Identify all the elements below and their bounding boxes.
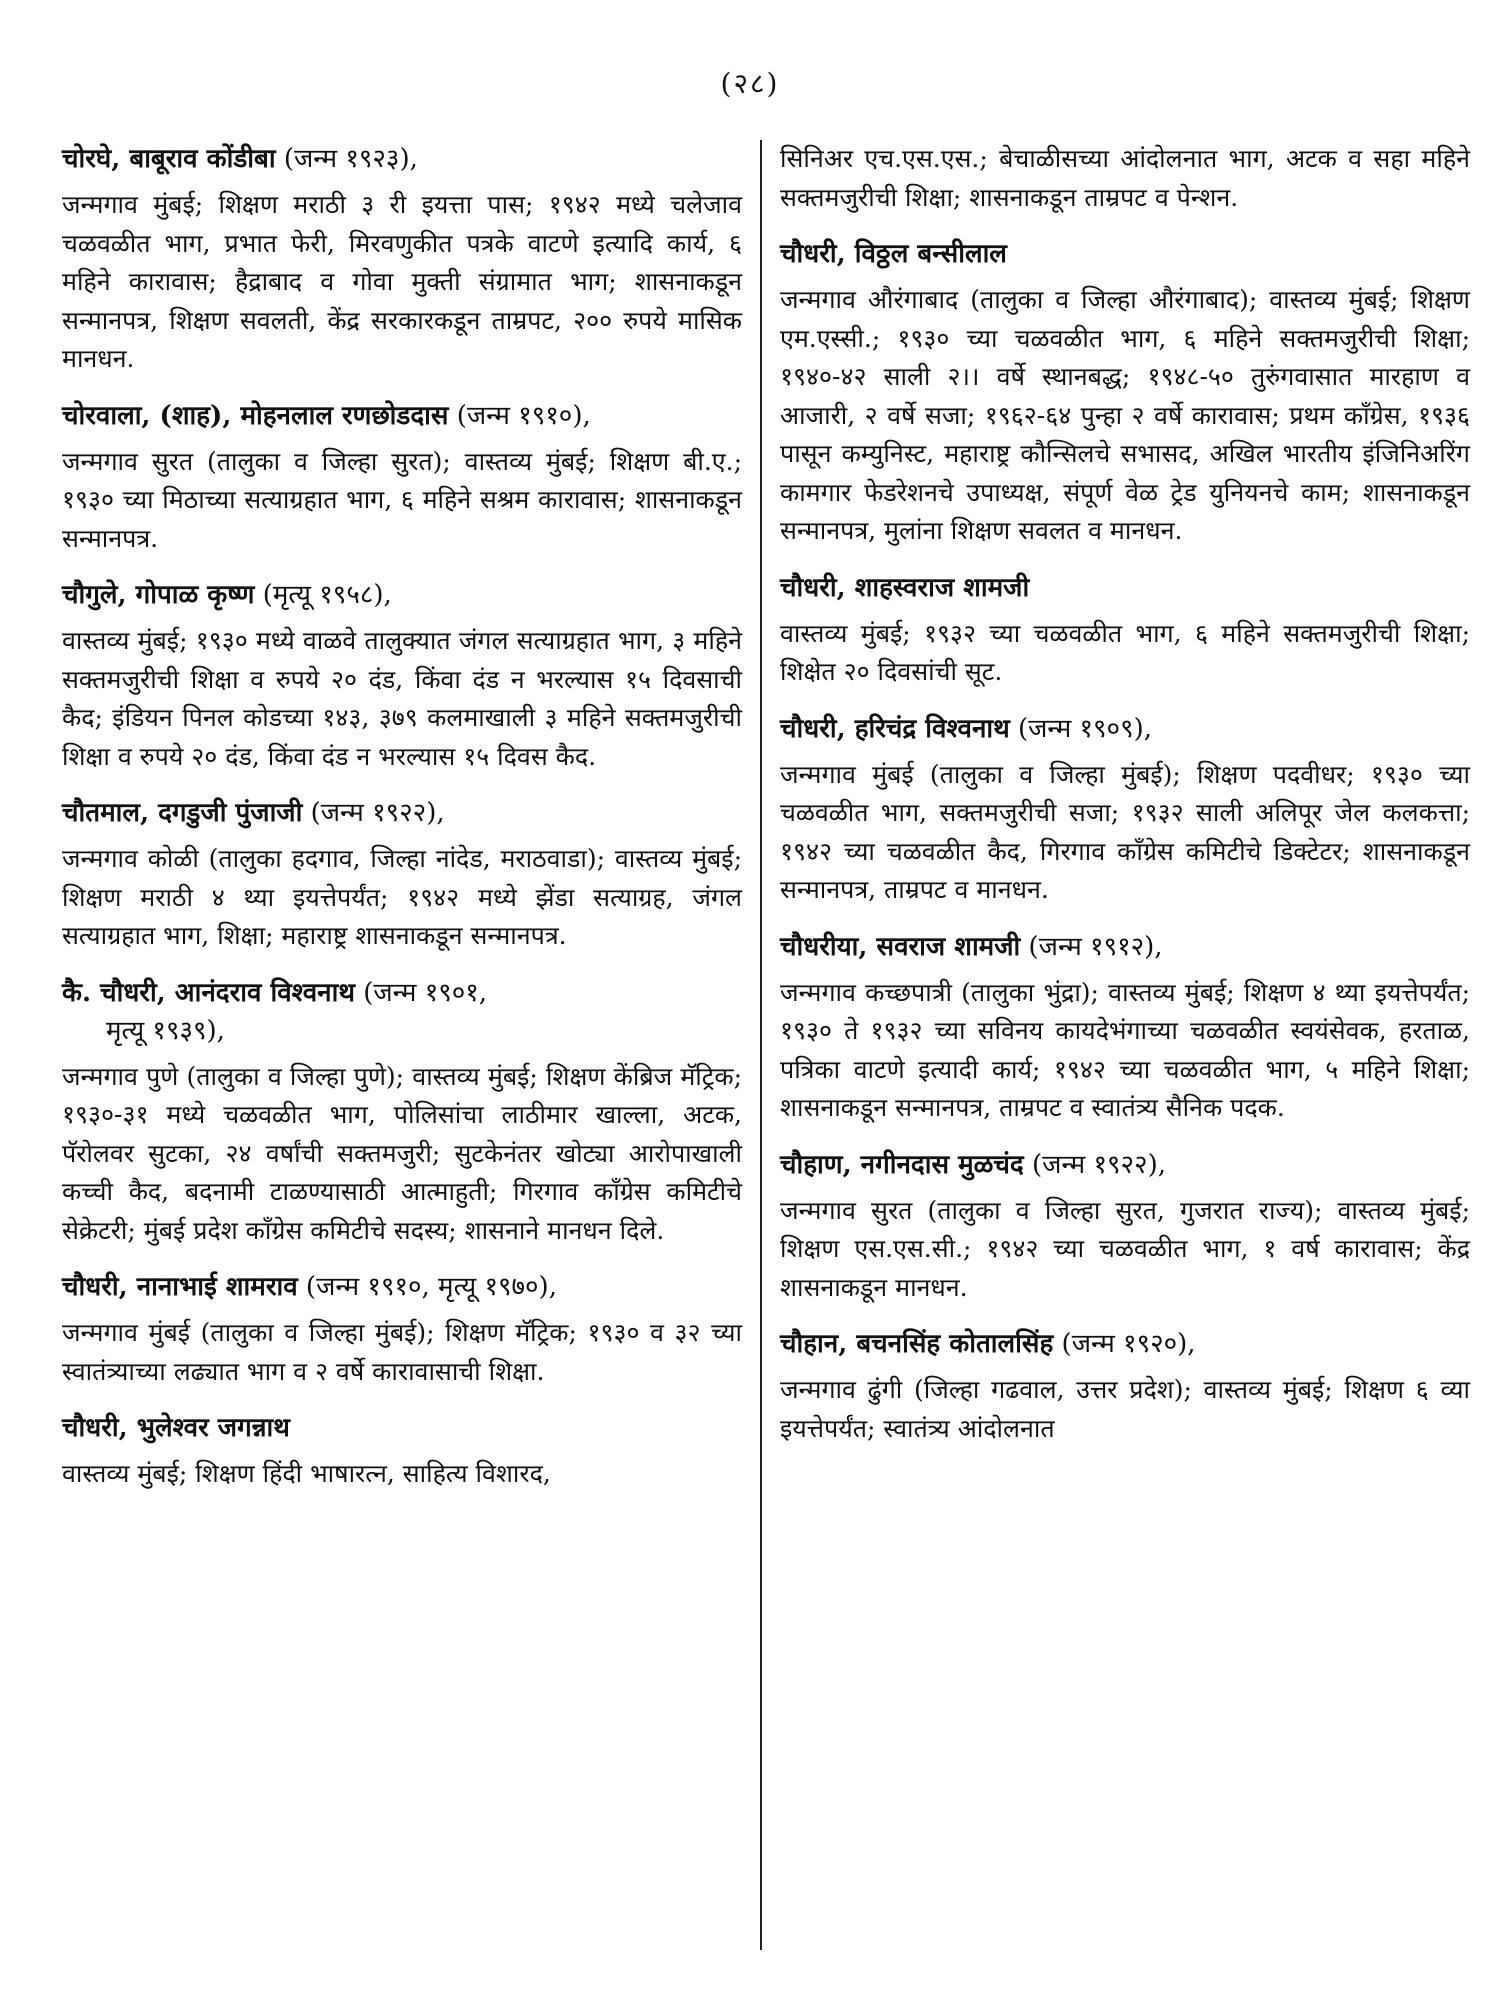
entry-heading bbox=[62, 1268, 742, 1306]
column-divider bbox=[760, 140, 762, 1950]
entry-body: जन्मगाव सुरत (तालुका व जिल्हा सुरत); वास्तव्य मुंबई; शिक्षण बी.ए.; १९३० च्या मिठाच्या सत्याग्रहात भाग, ६ महिने सश्रम कारावास; शासनाकडून सन्मानपत्र. bbox=[62, 446, 742, 553]
entry-name: चौहाण, नगीनदास मुळचंद bbox=[780, 1149, 1024, 1180]
entry-heading bbox=[62, 576, 742, 614]
entry-name: चोरवाला, (शाह), मोहनलाल रणछोडदास bbox=[62, 400, 449, 431]
entry-dates: (जन्म १९२२), bbox=[302, 798, 445, 828]
entry-dates: (जन्म १९१०), bbox=[448, 400, 591, 431]
entry-heading bbox=[780, 710, 1470, 748]
biography-entry bbox=[780, 710, 1470, 910]
entry-name: चौतमाल, दगडुजी पुंजाजी bbox=[62, 798, 303, 828]
entry-body: वास्तव्य मुंबई; १९३० मध्ये वाळवे तालुक्यात जंगल सत्याग्रहात भाग, ३ महिने सक्तमजुरीची शिक्षा व रुपये २० दंड, किंवा दंड न भरल्यास १५ दिवसाची कैद; इंडियन पिनल कोडच्या १४३, ३७९ कलमाखाली ३ महिने सक्तमजुरीची शिक्षा व रुपये २० दंड, किंवा दंड न भरल्यास १५ दिवस कैद. bbox=[62, 626, 742, 771]
entry-dates: (जन्म १९०१, bbox=[354, 977, 488, 1008]
entry-heading bbox=[62, 974, 742, 1050]
entry-dates: (जन्म १९१२), bbox=[1020, 931, 1163, 962]
entry-body: वास्तव्य मुंबई; १९३२ च्या चळवळीत भाग, ६ महिने सक्तमजुरीची शिक्षा; शिक्षेत २० दिवसांची सूट. bbox=[780, 618, 1470, 686]
entry-dates: (मृत्यू १९५८), bbox=[254, 580, 392, 610]
entry-name: चौधरी, विठ्ठल बन्सीलाल bbox=[780, 239, 1007, 269]
entry-name: चोरघे, बाबूराव कोंडीबा bbox=[62, 144, 276, 174]
entry-body: जन्मगाव मुंबई (तालुका व जिल्हा मुंबई); शिक्षण मॅट्रिक; १९३० व ३२ च्या स्वातंत्र्याच्या लढ्यात भाग व २ वर्षे कारावासाची शिक्षा. bbox=[62, 1318, 742, 1386]
biography-entry bbox=[62, 794, 742, 956]
biography-entry bbox=[780, 140, 1470, 217]
biography-entry bbox=[62, 974, 742, 1251]
entry-body: जन्मगाव कोळी (तालुका हदगाव, जिल्हा नांदेड, मराठवाडा); वास्तव्य मुंबई; शिक्षण मराठी ४ थ्या इयत्तेपर्यंत; १९४२ मध्ये झेंडा सत्याग्रह, जंगल सत्याग्रहात भाग, शिक्षा; महाराष्ट्र शासनाकडून सन्मानपत्र. bbox=[62, 844, 742, 950]
biography-entry bbox=[62, 397, 742, 559]
entry-heading bbox=[62, 140, 742, 178]
biography-entry bbox=[780, 235, 1470, 551]
biography-entry bbox=[780, 569, 1470, 692]
entry-body: जन्मगाव मुंबई; शिक्षण मराठी ३ री इयत्ता पास; १९४२ मध्ये चलेजाव चळवळीत भाग, प्रभात फेरी, मिरवणुकीत पत्रके वाटणे इत्यादि कार्य, ६ महिने कारावास; हैद्राबाद व गोवा मुक्ती संग्रामात भाग; शासनाकडून सन्मानपत्र, शिक्षण सवलती, केंद्र सरकारकडून ताम्रपट, २०० रुपये मासिक मानधन. bbox=[62, 190, 742, 373]
entry-name: चौधरी, भुलेश्वर जगन्नाथ bbox=[62, 1413, 290, 1443]
entry-heading bbox=[62, 1409, 742, 1447]
entry-dates: (जन्म १९२३), bbox=[275, 144, 418, 174]
entry-body: जन्मगाव मुंबई (तालुका व जिल्हा मुंबई); शिक्षण पदवीधर; १९३० च्या चळवळीत भाग, सक्तमजुरीची सजा; १९३२ साली अलिपूर जेल कलकत्ता; १९४२ च्या चळवळीत कैद, गिरगाव काँग्रेस कमिटीचे डिक्टेटर; शासनाकडून सन्मानपत्र, ताम्रपट व मानधन. bbox=[780, 759, 1470, 904]
entry-heading bbox=[780, 1146, 1470, 1184]
page-number: (२८) bbox=[720, 67, 780, 100]
entry-name: चौधरीया, सवराज शामजी bbox=[780, 931, 1021, 962]
entry-body: जन्मगाव औरंगाबाद (तालुका व जिल्हा औरंगाबाद); वास्तव्य मुंबई; शिक्षण एम.एस्सी.; १९३० च्या चळवळीत भाग, ६ महिने सक्तमजुरीची शिक्षा; १९४०-४२ साली २।। वर्षे स्थानबद्ध; १९४८-५० तुरुंगवासात मारहाण व आजारी, २ वर्षे सजा; १९६२-६४ पुन्हा २ वर्षे कारावास; प्रथम काँग्रेस, १९३६ पासून कम्युनिस्ट, महाराष्ट्र कौन्सिलचे सभासद, अखिल भारतीय इंजिनिअरिंग कामगार फेडरेशनचे उपाध्यक्ष, संपूर्ण वेळ ट्रेड युनियनचे काम; शासनाकडून सन्मानपत्र, मुलांना शिक्षण सवलत व मानधन. bbox=[780, 285, 1470, 545]
entry-heading bbox=[780, 928, 1470, 966]
entry-dates: (जन्म १९२२), bbox=[1023, 1149, 1166, 1180]
entry-name: चौधरी, नानाभाई शामराव bbox=[62, 1272, 298, 1302]
biography-entry bbox=[62, 576, 742, 776]
entry-heading bbox=[62, 397, 742, 435]
biography-entry bbox=[780, 1325, 1470, 1448]
entry-name: चौहान, बचनसिंह कोतालसिंह bbox=[780, 1329, 1054, 1359]
biography-entry bbox=[62, 1409, 742, 1494]
entry-body: जन्मगाव सुरत (तालुका व जिल्हा सुरत, गुजरात राज्य); वास्तव्य मुंबई; शिक्षण एस.एस.सी.; १९४२ च्या चळवळीत भाग, १ वर्ष कारावास; केंद्र शासनाकडून मानधन. bbox=[780, 1195, 1470, 1302]
entry-dates: (जन्म १९१०, मृत्यू १९७०), bbox=[297, 1272, 557, 1302]
entry-name: चौगुले, गोपाळ कृष्ण bbox=[62, 580, 255, 610]
left-column bbox=[62, 140, 742, 1512]
entry-body: वास्तव्य मुंबई; शिक्षण हिंदी भाषारत्न, साहित्य विशारद, bbox=[62, 1459, 551, 1488]
entry-name: चौधरी, शाहस्वराज शामजी bbox=[780, 572, 1030, 603]
entry-heading bbox=[780, 569, 1470, 607]
entry-body: जन्मगाव पुणे (तालुका व जिल्हा पुणे); वास्तव्य मुंबई; शिक्षण केंब्रिज मॅट्रिक; १९३०-३१ मध्ये चळवळीत भाग, पोलिसांचा लाठीमार खाल्ला, अटक, पॅरोलवर सुटका, २४ वर्षांची सक्तमजुरी; सुटकेनंतर खोट्या आरोपाखाली कच्ची कैद, बदनामी टाळण्यासाठी आत्माहुती; गिरगाव काँग्रेस कमिटीचे सेक्रेटरी; मुंबई प्रदेश काँग्रेस कमिटीचे सदस्य; शासनाने मानधन दिले. bbox=[62, 1061, 742, 1245]
entry-heading bbox=[780, 1325, 1470, 1363]
biography-entry bbox=[62, 140, 742, 379]
entry-body: जन्मगाव कच्छपात्री (तालुका भुंद्रा); वास्तव्य मुंबई; शिक्षण ४ थ्या इयत्तेपर्यंत; १९३० ते १९३२ च्या सविनय कायदेभंगाच्या चळवळीत स्वयंसेवक, हरताळ, पत्रिका वाटणे इत्यादी कार्य; १९४२ च्या चळवळीत भाग, ५ महिने शिक्षा; शासनाकडून सन्मानपत्र, ताम्रपट व स्वातंत्र्य सैनिक पदक. bbox=[780, 977, 1470, 1122]
entry-dates: (जन्म १९०९), bbox=[1009, 713, 1153, 744]
entry-dates: (जन्म १९२०), bbox=[1053, 1329, 1196, 1359]
biography-entry bbox=[780, 1146, 1470, 1308]
entry-name: कै. चौधरी, आनंदराव विश्वनाथ bbox=[62, 977, 355, 1008]
right-column bbox=[780, 140, 1470, 1466]
entry-name: चौधरी, हरिचंद्र विश्वनाथ bbox=[780, 713, 1010, 744]
entry-body: सिनिअर एच.एस.एस.; बेचाळीसच्या आंदोलनात भाग, अटक व सहा महिने सक्तमजुरीची शिक्षा; शासनाकडून ताम्रपट व पेन्शन. bbox=[780, 144, 1470, 212]
entry-heading bbox=[780, 235, 1470, 273]
biography-entry bbox=[780, 928, 1470, 1128]
entry-body: जन्मगाव ढुंगी (जिल्हा गढवाल, उत्तर प्रदेश); वास्तव्य मुंबई; शिक्षण ६ व्या इयत्तेपर्यंत; स्वातंत्र्य आंदोलनात bbox=[780, 1375, 1470, 1443]
entry-dates-continued: मृत्यू १९३९), bbox=[106, 1015, 225, 1046]
entry-heading bbox=[62, 794, 742, 832]
biography-entry bbox=[62, 1268, 742, 1391]
